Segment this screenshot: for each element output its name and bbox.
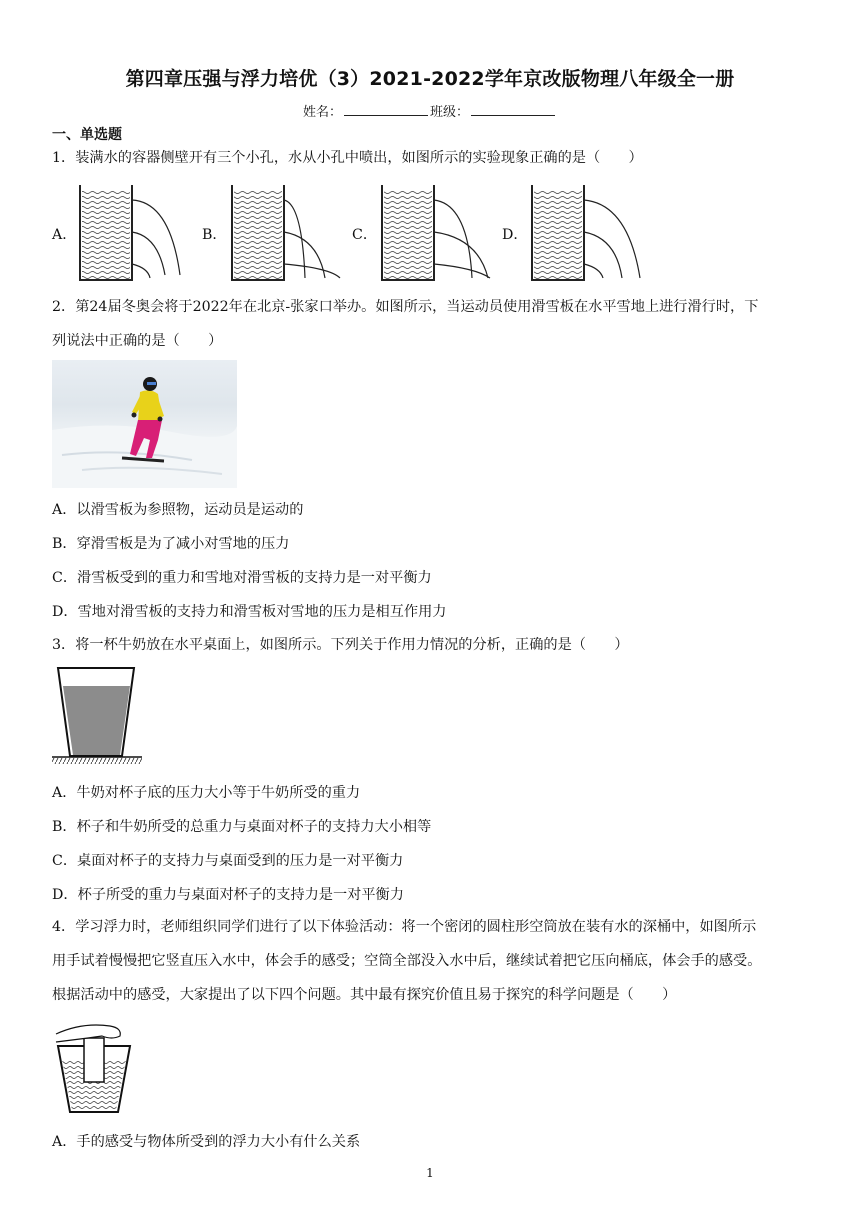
q1-label-d: D． (502, 227, 528, 243)
snowboarder-photo (52, 360, 237, 488)
container-a (80, 185, 180, 280)
q2-option-c: C．滑雪板受到的重力和雪地对滑雪板的支持力是一对平衡力 (52, 570, 432, 586)
question-4-line2: 用手试着慢慢把它竖直压入水中，体会手的感受；空筒全部没入水中后，继续试着把它压向桶底，体会手的感受。 (52, 953, 762, 969)
q3-option-d: D．杯子所受的重力与桌面对杯子的支持力是一对平衡力 (52, 887, 404, 903)
name-blank (344, 103, 428, 116)
q2-option-a: A．以滑雪板为参照物，运动员是运动的 (52, 502, 304, 518)
q4-option-a: A．手的感受与物体所受到的浮力大小有什么关系 (52, 1134, 361, 1150)
q1-label-a: A． (52, 227, 77, 243)
q1-label-b: B． (202, 227, 227, 243)
container-b (232, 185, 340, 280)
page-title: 第四章压强与浮力培优（3）2021-2022学年京改版物理八年级全一册 (125, 68, 735, 90)
question-2-line1: 2．第24届冬奥会将于2022年在北京-张家口举办。如图所示，当运动员使用滑雪板在水平雪地上进行滑行时，下 (52, 299, 759, 315)
q1-container-diagrams (0, 180, 860, 290)
name-class-line (0, 101, 860, 120)
q1-label-c: C． (352, 227, 378, 243)
question-3-text: 3．将一杯牛奶放在水平桌面上，如图所示。下列关于作用力情况的分析，正确的是（ ） (52, 637, 629, 653)
question-4-line3: 根据活动中的感受，大家提出了以下四个问题。其中最有探究价值且易于探究的科学问题是（ ） (52, 987, 677, 1003)
q2-option-d: D．雪地对滑雪板的支持力和滑雪板对雪地的压力是相互作用力 (52, 604, 447, 620)
question-1-text: 1．装满水的容器侧壁开有三个小孔，水从小孔中喷出，如图所示的实验现象正确的是（ ） (52, 150, 643, 166)
buoyancy-bucket-diagram (52, 1020, 142, 1115)
snowboarder-illustration (52, 360, 237, 488)
section-heading: 一、单选题 (52, 127, 122, 143)
question-2-line2: 列说法中正确的是（ ） (52, 333, 223, 349)
milk-cup-diagram (52, 666, 152, 766)
page-number: 1 (426, 1166, 434, 1180)
container-c (382, 185, 490, 280)
class-label: 班级： (430, 105, 470, 120)
q3-option-a: A．牛奶对杯子底的压力大小等于牛奶所受的重力 (52, 785, 361, 801)
container-d (532, 185, 640, 280)
q3-option-b: B．杯子和牛奶所受的总重力与桌面对杯子的支持力大小相等 (52, 819, 432, 835)
question-4-line1: 4．学习浮力时，老师组织同学们进行了以下体验活动：将一个密闭的圆柱形空筒放在装有水的深桶中，如图所示 (52, 919, 757, 935)
name-label: 姓名： (302, 105, 342, 120)
class-blank (471, 103, 555, 116)
q2-option-b: B．穿滑雪板是为了减小对雪地的压力 (52, 536, 290, 552)
q3-option-c: C．桌面对杯子的支持力与桌面受到的压力是一对平衡力 (52, 853, 404, 869)
